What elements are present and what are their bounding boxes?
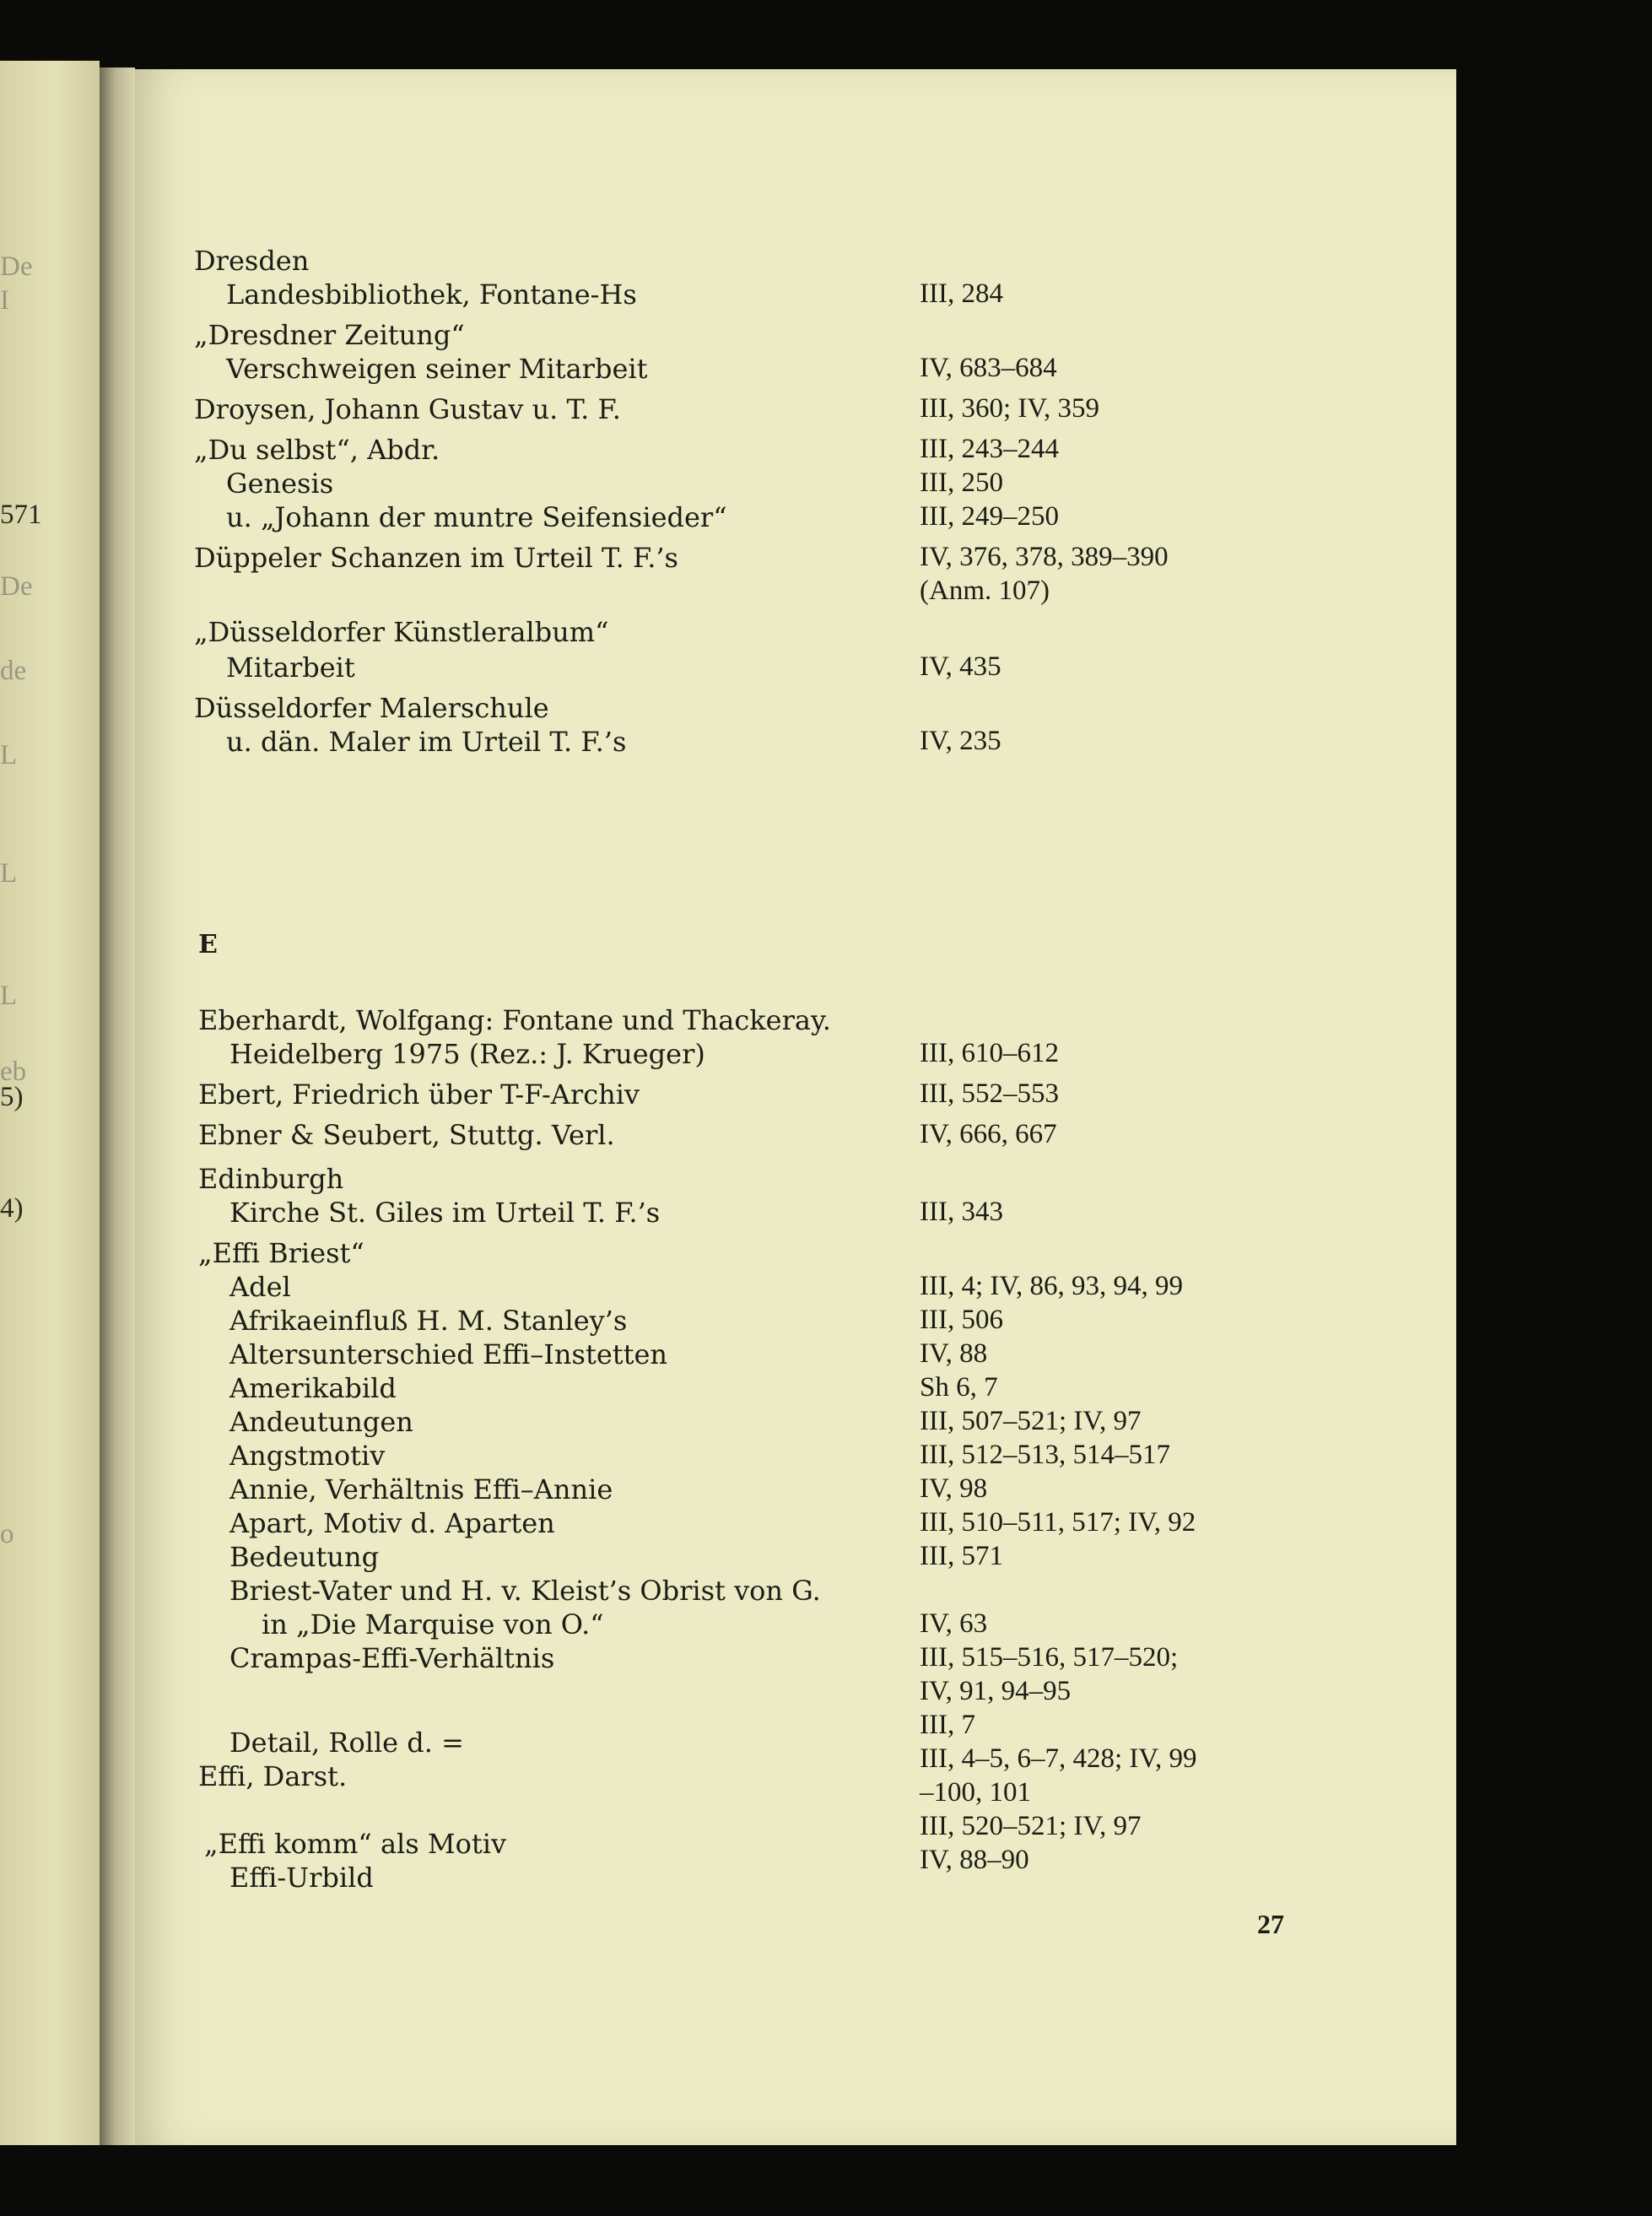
previous-page-fragment: L [0, 740, 18, 770]
index-entry: „Effi Briest“ [198, 1237, 364, 1269]
index-reference: III, 4; IV, 86, 93, 94, 99 [920, 1271, 1183, 1301]
index-reference: IV, 91, 94–95 [920, 1676, 1072, 1706]
index-reference: III, 7 [920, 1710, 975, 1740]
previous-page-fragment: L [0, 858, 18, 889]
index-subentry: Landesbibliothek, Fontane-Hs [226, 278, 637, 311]
previous-page-fragment: L [0, 981, 18, 1011]
index-reference: III, 552–553 [920, 1078, 1059, 1109]
index-entry: Düsseldorfer Malerschule [194, 692, 549, 724]
index-entry: Ebert, Friedrich über T-F-Archiv [198, 1078, 640, 1111]
index-reference: Sh 6, 7 [920, 1372, 998, 1403]
index-entry: „Dresdner Zeitung“ [194, 319, 465, 351]
index-reference: III, 249–250 [920, 501, 1059, 532]
previous-page-fragment: 4) [0, 1193, 24, 1224]
index-subentry: Kirche St. Giles im Urteil T. F.’s [229, 1197, 661, 1229]
index-reference: III, 360; IV, 359 [920, 393, 1099, 424]
index-reference: IV, 683–684 [920, 353, 1057, 383]
index-reference: III, 343 [920, 1197, 1003, 1227]
index-reference: III, 520–521; IV, 97 [920, 1811, 1142, 1841]
index-subentry: Altersunterschied Effi–Instetten [229, 1338, 668, 1370]
previous-page-fragment: De [0, 571, 33, 602]
index-subentry: Apart, Motiv d. Aparten [229, 1507, 555, 1539]
index-entry: Eberhardt, Wolfgang: Fontane und Thackeray. [198, 1004, 831, 1036]
index-entry: Ebner & Seubert, Stuttg. Verl. [198, 1119, 615, 1151]
index-subentry: Briest-Vater und H. v. Kleist’s Obrist von G. [229, 1575, 821, 1607]
index-reference: IV, 98 [920, 1473, 988, 1504]
index-reference: III, 571 [920, 1541, 1003, 1571]
index-subentry: Detail, Rolle d. = [229, 1727, 464, 1759]
previous-page-fragment: o [0, 1519, 14, 1549]
index-subentry: Effi-Urbild [229, 1862, 374, 1894]
section-letter: E [198, 930, 218, 959]
index-subentry: Bedeutung [229, 1541, 380, 1573]
index-subentry: u. „Johann der muntre Seifensieder“ [226, 501, 727, 533]
index-subentry: Crampas-Effi-Verhältnis [229, 1642, 555, 1674]
index-reference: IV, 376, 378, 389–390 [920, 542, 1169, 572]
index-reference: III, 250 [920, 468, 1003, 498]
index-reference: IV, 435 [920, 651, 1001, 682]
index-reference: IV, 88–90 [920, 1845, 1029, 1875]
previous-page-fragment: 571 [0, 500, 42, 530]
index-entry: Edinburgh [198, 1163, 344, 1195]
index-page [135, 69, 1456, 2145]
index-reference: III, 4–5, 6–7, 428; IV, 99 [920, 1743, 1197, 1774]
index-subentry: Amerikabild [229, 1372, 397, 1404]
index-subentry: u. dän. Maler im Urteil T. F.’s [226, 726, 627, 758]
book-gutter [100, 68, 135, 2145]
index-reference: IV, 63 [920, 1608, 988, 1639]
index-entry: „Düsseldorfer Künstleralbum“ [194, 616, 609, 648]
index-entry: Dresden [194, 245, 310, 277]
index-reference: IV, 88 [920, 1338, 988, 1369]
index-subentry: Mitarbeit [226, 651, 355, 684]
index-subentry: Verschweigen seiner Mitarbeit [226, 353, 648, 385]
index-subentry: Andeutungen [229, 1406, 413, 1438]
page-number: 27 [1257, 1909, 1284, 1939]
index-subentry: in „Die Marquise von O.“ [262, 1608, 604, 1640]
index-entry: Düppeler Schanzen im Urteil T. F.’s [194, 542, 678, 574]
index-subentry: Angstmotiv [229, 1440, 386, 1472]
index-entry: „Du selbst“, Abdr. [194, 434, 440, 466]
previous-page-fragment: eb [0, 1057, 27, 1087]
index-entry: Effi, Darst. [198, 1760, 348, 1792]
index-entry: Droysen, Johann Gustav u. T. F. [194, 393, 621, 425]
index-subentry: Adel [229, 1271, 291, 1303]
previous-page-fragment: De [0, 251, 33, 282]
index-reference: III, 610–612 [920, 1038, 1059, 1068]
index-reference: III, 284 [920, 278, 1003, 309]
previous-page-edge [0, 61, 100, 2145]
previous-page-fragment: de [0, 656, 27, 686]
index-subentry: Afrikaeinfluß H. M. Stanley’s [229, 1305, 628, 1337]
index-reference: III, 506 [920, 1305, 1003, 1335]
index-reference: III, 515–516, 517–520; [920, 1642, 1179, 1673]
index-reference: III, 507–521; IV, 97 [920, 1406, 1142, 1436]
index-reference: III, 243–244 [920, 434, 1059, 464]
index-entry: „Effi komm“ als Motiv [204, 1828, 507, 1860]
index-reference: IV, 235 [920, 726, 1001, 756]
index-reference: IV, 666, 667 [920, 1119, 1057, 1149]
index-reference: III, 510–511, 517; IV, 92 [920, 1507, 1196, 1538]
index-subentry: Genesis [226, 468, 334, 500]
index-subentry: Annie, Verhältnis Effi–Annie [229, 1473, 613, 1505]
index-reference: (Anm. 107) [920, 576, 1050, 606]
index-reference: III, 512–513, 514–517 [920, 1440, 1170, 1470]
index-subentry: Heidelberg 1975 (Rez.: J. Krueger) [229, 1038, 705, 1070]
previous-page-fragment: I [0, 285, 9, 316]
previous-page-fragment: 5) [0, 1082, 24, 1112]
index-reference: –100, 101 [920, 1777, 1031, 1808]
